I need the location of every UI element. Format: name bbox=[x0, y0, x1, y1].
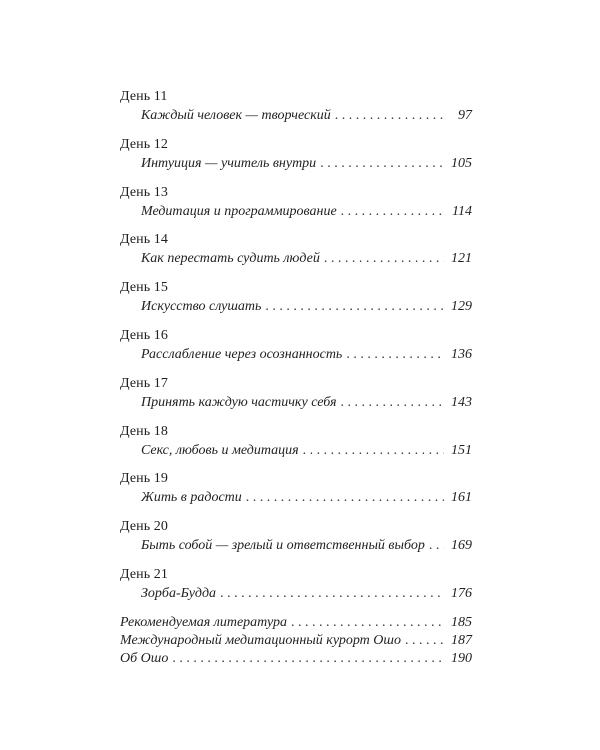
dot-leader bbox=[429, 536, 444, 556]
toc-entry-recommended-reading[interactable] bbox=[120, 614, 472, 632]
day-heading: День 14 bbox=[120, 232, 169, 248]
toc-entry-about-osho[interactable] bbox=[120, 650, 472, 668]
toc-day-18 bbox=[120, 423, 472, 461]
toc-day-12 bbox=[120, 136, 472, 174]
day-heading: День 20 bbox=[120, 519, 169, 535]
toc-page-number: 114 bbox=[452, 203, 472, 219]
toc-day-13 bbox=[120, 184, 472, 222]
dot-leader bbox=[303, 441, 444, 461]
toc-entry[interactable] bbox=[120, 345, 472, 365]
toc-page-number: 97 bbox=[458, 108, 472, 123]
toc-backmatter bbox=[120, 614, 472, 668]
dot-leader bbox=[246, 488, 444, 508]
toc-entry[interactable] bbox=[120, 297, 472, 317]
toc-day-15 bbox=[120, 279, 472, 317]
toc-page-number: 176 bbox=[451, 585, 472, 601]
day-heading: День 16 bbox=[120, 327, 169, 343]
toc-entry-title: Секс, любовь и медитация bbox=[141, 442, 299, 458]
toc-entry-title: Принять каждую частичку себя bbox=[141, 394, 337, 410]
dot-leader bbox=[324, 249, 444, 269]
day-heading: День 21 bbox=[120, 566, 169, 582]
toc-entry-title: Медитация и программирование bbox=[141, 203, 337, 219]
toc-page-number: 136 bbox=[451, 346, 472, 362]
dot-leader bbox=[291, 614, 444, 632]
dot-leader bbox=[320, 154, 444, 174]
toc-entry[interactable] bbox=[120, 106, 472, 126]
dot-leader bbox=[340, 393, 444, 413]
toc-page-number: 105 bbox=[451, 155, 472, 171]
toc-entry-title: Каждый человек — творческий bbox=[141, 108, 331, 123]
toc-entry[interactable] bbox=[120, 441, 472, 461]
toc-entry[interactable] bbox=[120, 202, 472, 222]
toc-day-11 bbox=[120, 88, 472, 126]
day-heading: День 18 bbox=[120, 423, 169, 439]
dot-leader bbox=[335, 106, 444, 126]
toc-entry[interactable] bbox=[120, 584, 472, 604]
toc-page-number: 143 bbox=[451, 394, 472, 410]
toc-entry-title: Интуиция — учитель внутри bbox=[141, 155, 317, 171]
dot-leader bbox=[172, 650, 444, 668]
toc-page-number: 161 bbox=[451, 490, 472, 506]
toc-entry-title: Жить в радости bbox=[141, 490, 242, 506]
toc-entry[interactable] bbox=[120, 488, 472, 508]
toc-page-number: 169 bbox=[451, 538, 472, 554]
day-heading: День 13 bbox=[120, 184, 169, 200]
day-heading: День 12 bbox=[120, 136, 169, 152]
dot-leader bbox=[220, 584, 444, 604]
dot-leader bbox=[265, 297, 444, 317]
toc-page-number: 185 bbox=[451, 614, 472, 630]
toc-day-17 bbox=[120, 375, 472, 413]
dot-leader bbox=[346, 345, 444, 365]
dot-leader bbox=[405, 632, 444, 650]
toc-entry[interactable] bbox=[120, 249, 472, 269]
day-heading: День 15 bbox=[120, 280, 169, 296]
toc-page-number: 190 bbox=[451, 650, 472, 666]
toc-page-number: 129 bbox=[451, 299, 472, 315]
toc-day-14 bbox=[120, 231, 472, 269]
toc-entry[interactable] bbox=[120, 536, 472, 556]
toc-entry-title: Зорба-Будда bbox=[141, 585, 217, 601]
toc-entry-title: Быть собой — зрелый и ответственный выбор bbox=[141, 538, 425, 554]
toc-page-number: 151 bbox=[451, 442, 472, 458]
toc-day-16 bbox=[120, 327, 472, 365]
toc-day-21 bbox=[120, 566, 472, 604]
toc-day-20 bbox=[120, 518, 472, 556]
toc-entry-title: Искусство слушать bbox=[141, 299, 262, 315]
day-heading: День 11 bbox=[120, 89, 168, 104]
day-heading: День 17 bbox=[120, 375, 169, 391]
toc-entry-osho-resort[interactable] bbox=[120, 632, 472, 650]
day-heading: День 19 bbox=[120, 471, 169, 487]
toc-entry-title: Международный медитационный курорт Ошо bbox=[120, 632, 401, 648]
toc-entry-title: Рекомендуемая литература bbox=[120, 614, 287, 630]
toc-entry-title: Расслабление через осознанность bbox=[141, 346, 343, 362]
toc-entry[interactable] bbox=[120, 393, 472, 413]
toc-page-number: 187 bbox=[451, 632, 472, 648]
toc-page-number: 121 bbox=[451, 251, 472, 267]
toc-entry[interactable] bbox=[120, 154, 472, 174]
table-of-contents bbox=[120, 88, 472, 668]
dot-leader bbox=[341, 202, 444, 222]
toc-entry-title: Как перестать судить людей bbox=[141, 251, 320, 267]
toc-entry-title: Об Ошо bbox=[120, 650, 169, 666]
toc-day-19 bbox=[120, 470, 472, 508]
